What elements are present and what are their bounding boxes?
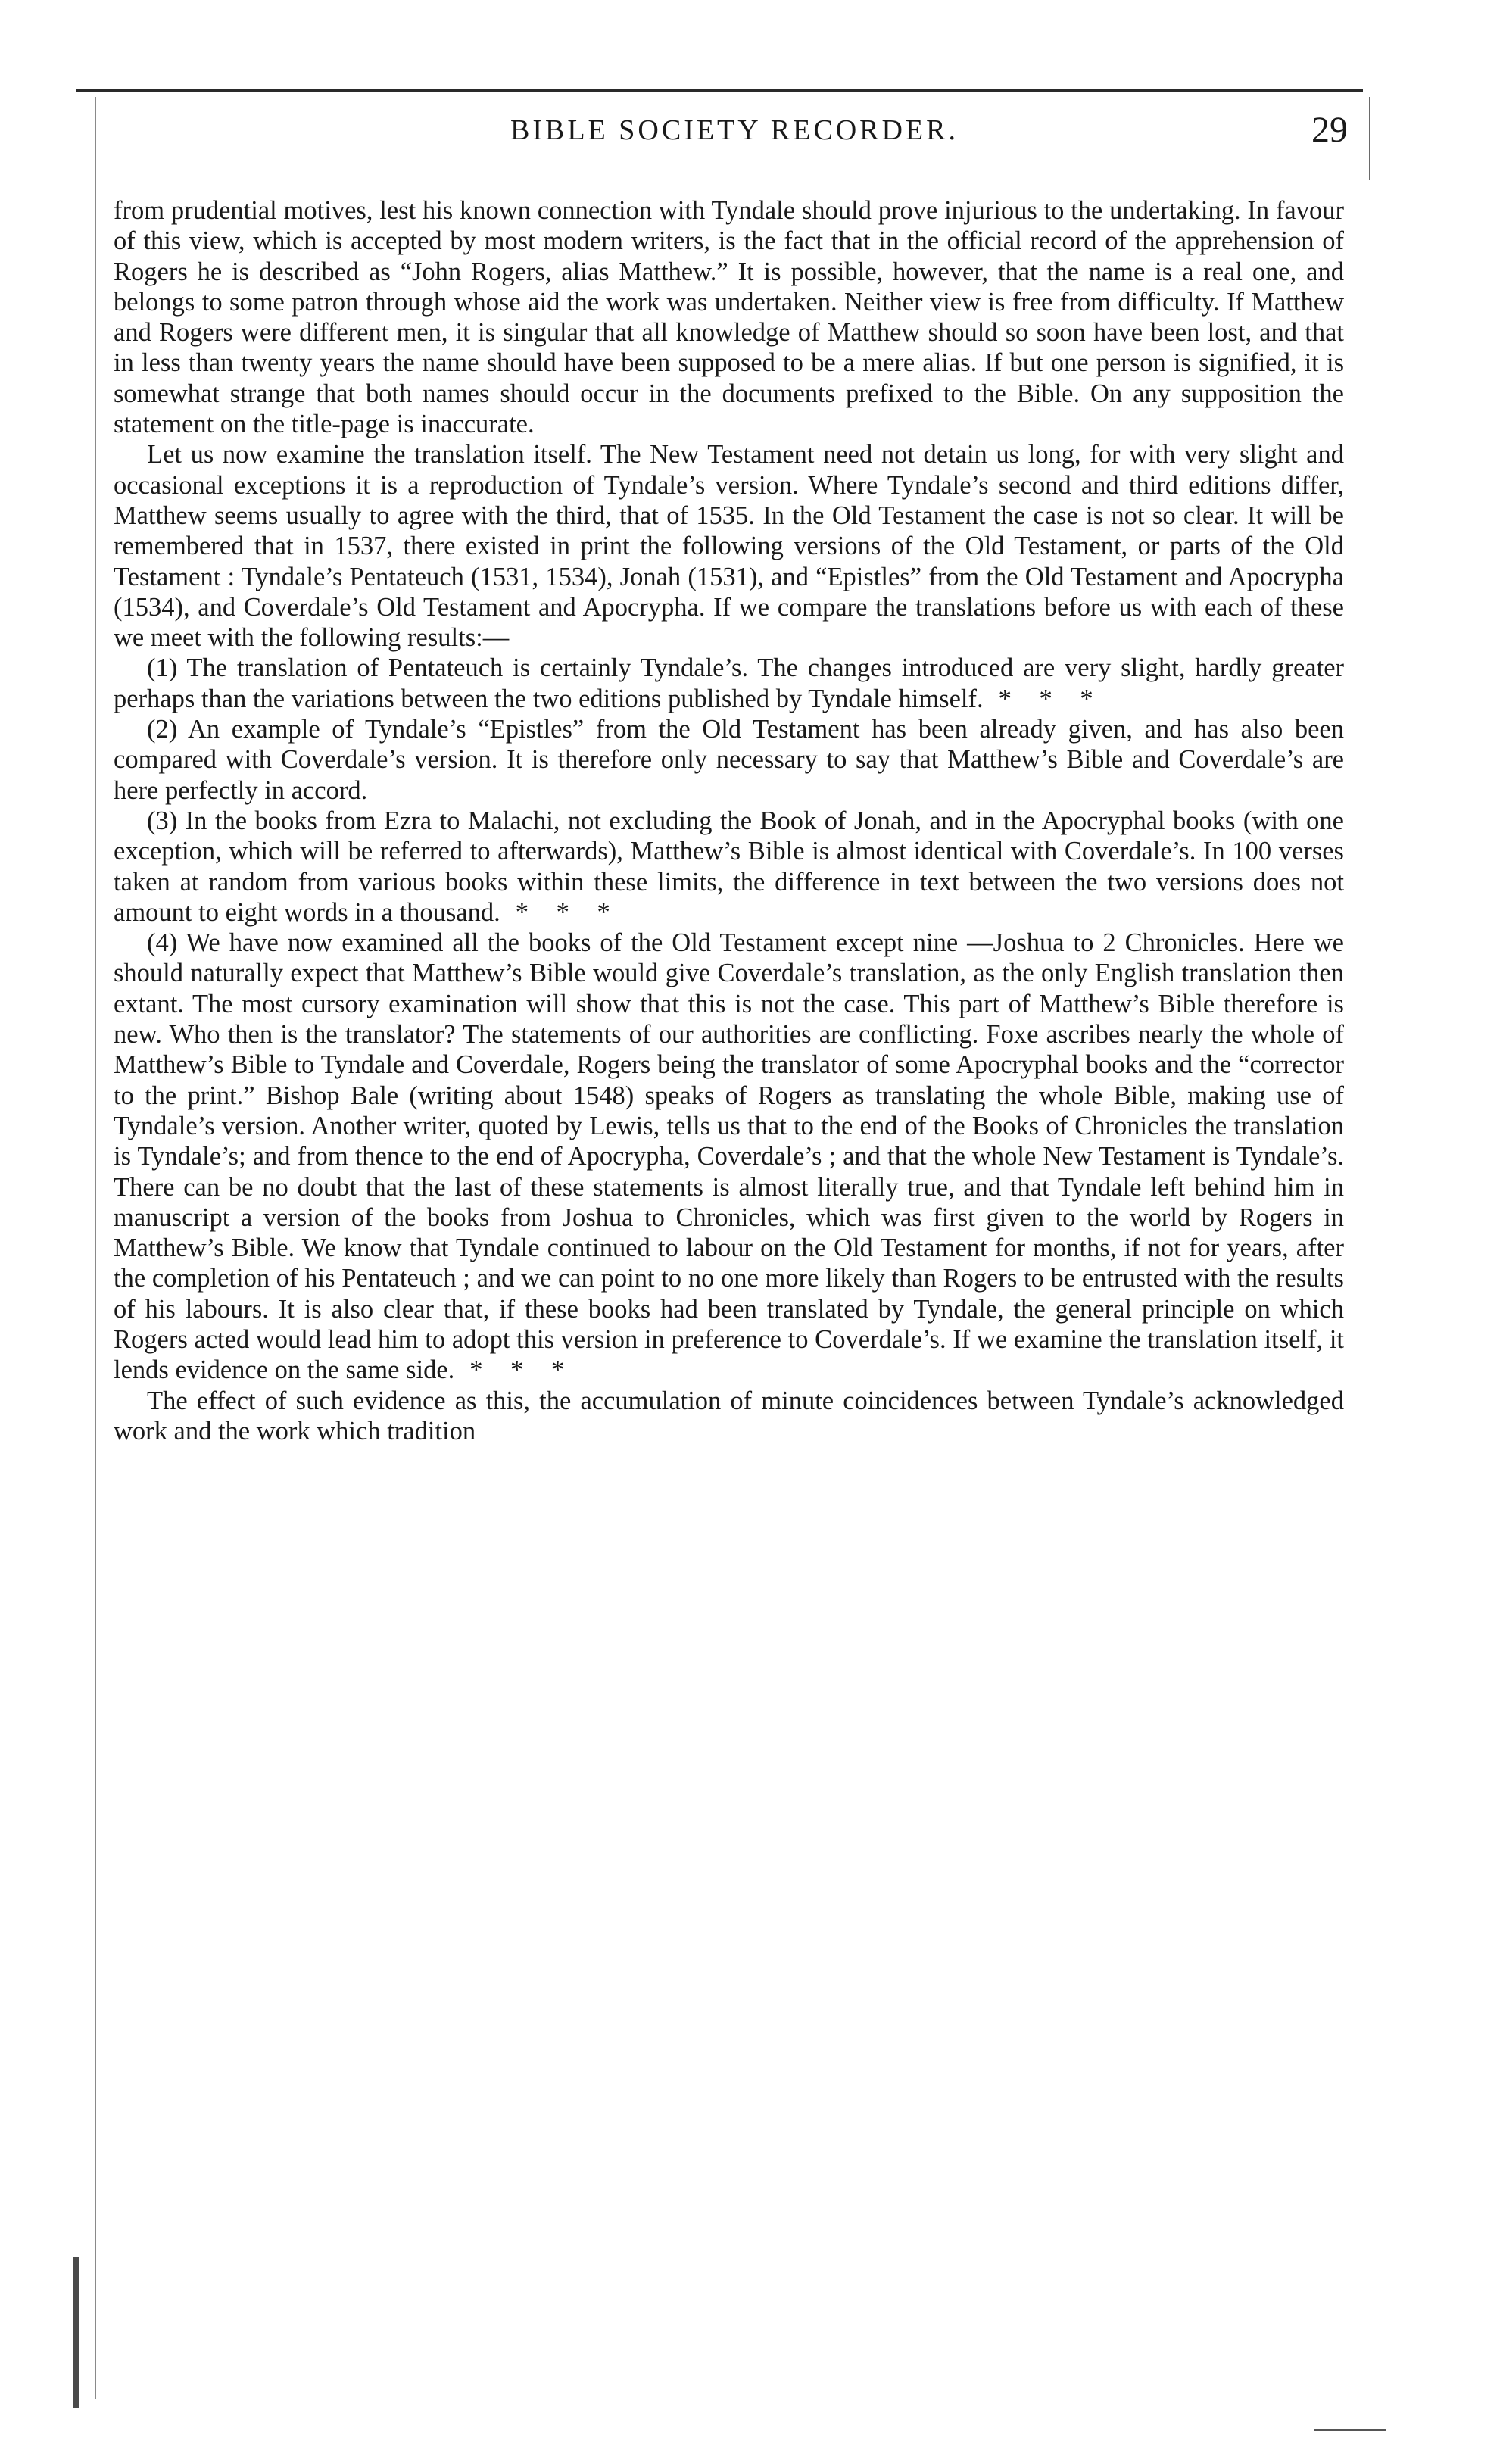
- paragraph-4: (2) An example of Tyndale’s “Epistles” from the Old Testament has been already given, and has also been compared with Coverdale’s version. It is therefore only necessary to say that Matthew’s Bible and Coverdale’s are here perfectly in accord.: [114, 715, 1344, 805]
- bottom-rule: [1314, 2429, 1386, 2431]
- paragraph-3: [114, 653, 1344, 714]
- body-text: [114, 195, 1344, 1446]
- asterism-2: * * *: [515, 897, 621, 927]
- paragraph-6: [114, 928, 1344, 1385]
- left-margin-rule: [95, 97, 96, 2399]
- running-head: BIBLE SOCIETY RECORDER.: [510, 114, 959, 146]
- right-margin-rule: [1369, 97, 1370, 180]
- paragraph-5: [114, 806, 1344, 928]
- paragraph-2: Let us now examine the translation itself. The New Testament need not detain us long, for with very slight and occasional exceptions it is a reproduction of Tyndale’s version. Where Tyndale’s second and third editions differ, Matthew seems usually to agree with the third, that of 1535. In the Old Testament the case is not so clear. It will be remembered that in 1537, there existed in print the following versions of the Old Testament, or parts of the Old Testament : Tyndale’s Pentateuch (1531, 1534), Jonah (1531), and “Epistles” from the Old Testament and Apocrypha (1534), and Coverdale’s Old Testament and Apocrypha. If we compare the translations before us with each of these we meet with the following results:—: [114, 440, 1344, 653]
- paragraph-5-text: (3) In the books from Ezra to Malachi, not excluding the Book of Jonah, and in the Apocryphal books (with one exception, which will be referred to afterwards), Matthew’s Bible is almost identical with Coverdale’s. In 100 verses taken at random from various books within these limits, the difference in text between the two versions does not amount to eight words in a thousand.: [114, 806, 1344, 927]
- paragraph-1: from prudential motives, lest his known connection with Tyndale should prove injurious to the undertaking. In favour of this view, which is accepted by most modern writers, is the fact that in the official record of the apprehension of Rogers he is described as “John Rogers, alias Matthew.” It is possible, however, that the name is a real one, and belongs to some patron through whose aid the work was undertaken. Neither view is free from difficulty. If Matthew and Rogers were different men, it is singular that all knowledge of Matthew should so soon have been lost, and that in less than twenty years the name should have been supposed to be a mere alias. If but one person is signified, it is somewhat strange that both names should occur in the documents prefixed to the Bible. On any supposition the statement on the title-page is inaccurate.: [114, 196, 1344, 439]
- paragraph-7: The effect of such evidence as this, the accumulation of minute coincidences between Tyndale’s acknowledged work and the work which tradition: [114, 1386, 1344, 1446]
- page-number: 29: [1311, 110, 1348, 150]
- top-rule: [76, 89, 1363, 92]
- paragraph-3-text: (1) The translation of Pentateuch is certainly Tyndale’s. The changes introduced are very slight, hardly greater perhaps than the variations between the two editions published by Tyndale himself.: [114, 653, 1344, 713]
- page-header: [114, 110, 1355, 167]
- paragraph-6-text: (4) We have now examined all the books of the Old Testament except nine —Joshua to 2 Chronicles. Here we should naturally expect that Matthew’s Bible would give Coverdale’s translation, as the only English translation then extant. The most cursory examination will show that this is not the case. This part of Matthew’s Bible therefore is new. Who then is the translator? The statements of our authorities are conflicting. Foxe ascribes nearly the whole of Matthew’s Bible to Tyndale and Coverdale, Rogers being the translator of some Apocryphal books and the “corrector to the print.” Bishop Bale (writing about 1548) speaks of Rogers as translating the whole Bible, making use of Tyndale’s version. Another writer, quoted by Lewis, tells us that to the end of the Books of Chronicles the translation is Tyndale’s; and from thence to the end of Apocrypha, Coverdale’s ; and that the whole New Testament is Tyndale’s. There can be no doubt that the last of these statements is almost literally true, and that Tyndale left behind him in manuscript a version of the books from Joshua to Chronicles, which was first given to the world by Rogers in Matthew’s Bible. We know that Tyndale continued to labour on the Old Testament for months, if not for years, after the completion of his Pentateuch ; and we can point to no one more likely than Rogers to be entrusted with the results of his labours. It is also clear that, if these books had been translated by Tyndale, the general principle on which Rogers acted would lead him to adopt this version in preference to Coverdale’s. If we examine the translation itself, it lends evidence on the same side.: [114, 928, 1344, 1385]
- gutter-mark: [73, 2257, 79, 2408]
- asterism-1: * * *: [998, 684, 1104, 713]
- asterism-3: * * *: [469, 1355, 575, 1385]
